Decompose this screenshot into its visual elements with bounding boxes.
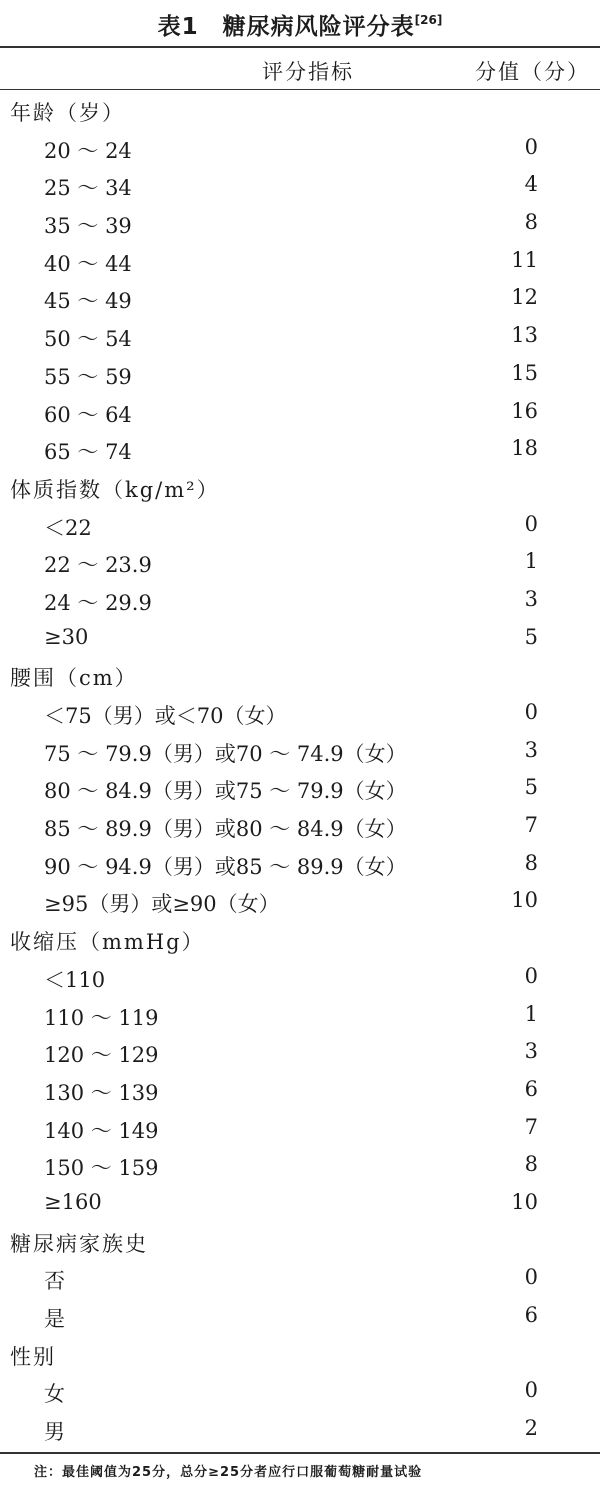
indicator-label: 45 ～ 49 bbox=[44, 289, 132, 314]
indicator-label: 24 ～ 29.9 bbox=[44, 590, 152, 615]
table-row bbox=[0, 128, 600, 166]
score-value: 0 bbox=[524, 700, 538, 724]
score-value: 6 bbox=[524, 1076, 538, 1101]
table-row bbox=[0, 1258, 600, 1296]
table-row bbox=[0, 731, 600, 769]
table-row bbox=[0, 1296, 600, 1334]
indicator-label: 50 ～ 54 bbox=[44, 327, 132, 352]
table-note: 注：最佳阈值为25分，总分≥25分者应行口服葡萄糖耐量试验 bbox=[34, 1465, 423, 1480]
table-row bbox=[0, 1108, 600, 1146]
indicator-label: 65 ～ 74 bbox=[44, 440, 132, 465]
table-row bbox=[0, 957, 600, 995]
table-body bbox=[0, 90, 600, 1447]
score-value: 3 bbox=[524, 737, 538, 762]
table-row bbox=[0, 542, 600, 580]
indicator-label: 150 ～ 159 bbox=[44, 1156, 159, 1181]
score-value: 2 bbox=[524, 1416, 538, 1441]
table-row bbox=[0, 1183, 600, 1221]
category-label: 糖尿病家族史 bbox=[10, 1231, 148, 1256]
table-row bbox=[0, 881, 600, 919]
indicator-label: 55 ～ 59 bbox=[44, 364, 132, 389]
table-row bbox=[0, 1409, 600, 1447]
category-label: 性别 bbox=[10, 1344, 56, 1369]
score-value: 5 bbox=[524, 624, 538, 649]
score-value: 10 bbox=[511, 1189, 538, 1214]
table-row bbox=[0, 693, 600, 731]
score-value: 6 bbox=[524, 1303, 538, 1327]
table-title-text: 表1 糖尿病风险评分表 bbox=[157, 14, 415, 40]
category-row bbox=[0, 655, 600, 693]
header-indicator: 评分指标 bbox=[262, 60, 354, 84]
score-value: 0 bbox=[524, 963, 538, 988]
indicator-label: 60 ～ 64 bbox=[44, 402, 132, 427]
table-row bbox=[0, 1145, 600, 1183]
score-value: 3 bbox=[524, 1039, 538, 1064]
category-row bbox=[0, 1334, 600, 1372]
table-row bbox=[0, 165, 600, 203]
table-row bbox=[0, 241, 600, 279]
category-label: 腰围（cm） bbox=[10, 666, 138, 691]
score-value: 12 bbox=[511, 285, 538, 310]
score-value: 11 bbox=[511, 247, 538, 272]
table-title bbox=[0, 8, 600, 42]
score-value: 8 bbox=[524, 1152, 538, 1177]
indicator-label: ≥95（男）或≥90（女） bbox=[44, 892, 280, 917]
indicator-label: ＜22 bbox=[44, 515, 92, 540]
table-row bbox=[0, 768, 600, 806]
table-row bbox=[0, 392, 600, 430]
score-value: 1 bbox=[524, 549, 538, 574]
table-row bbox=[0, 618, 600, 656]
category-label: 收缩压（mmHg） bbox=[10, 930, 205, 955]
score-value: 0 bbox=[524, 1378, 538, 1403]
table-row bbox=[0, 806, 600, 844]
indicator-label: 120 ～ 129 bbox=[44, 1043, 159, 1068]
indicator-label: 110 ～ 119 bbox=[44, 1005, 159, 1030]
table-row bbox=[0, 1070, 600, 1108]
indicator-label: 是 bbox=[44, 1307, 65, 1331]
indicator-label: ≥30 bbox=[44, 624, 89, 649]
score-value: 5 bbox=[524, 775, 538, 800]
score-value: 0 bbox=[524, 511, 538, 536]
table-row bbox=[0, 429, 600, 467]
indicator-label: 否 bbox=[44, 1269, 65, 1294]
indicator-label: 40 ～ 44 bbox=[44, 251, 132, 276]
score-value: 18 bbox=[511, 436, 538, 461]
score-value: 0 bbox=[524, 134, 538, 159]
category-row bbox=[0, 90, 600, 128]
indicator-label: 女 bbox=[44, 1382, 65, 1407]
indicator-label: ＜75（男）或＜70（女） bbox=[44, 704, 287, 728]
category-label: 体质指数（kg/m²） bbox=[10, 477, 220, 502]
score-value: 4 bbox=[524, 172, 538, 197]
indicator-label: 男 bbox=[44, 1420, 65, 1445]
indicator-label: 25 ～ 34 bbox=[44, 176, 132, 201]
score-value: 0 bbox=[524, 1265, 538, 1290]
score-value: 10 bbox=[511, 888, 538, 913]
indicator-label: 80 ～ 84.9（男）或75 ～ 79.9（女） bbox=[44, 779, 407, 804]
category-row bbox=[0, 467, 600, 505]
table-header bbox=[0, 52, 600, 88]
indicator-label: 20 ～ 24 bbox=[44, 138, 132, 163]
table-row bbox=[0, 844, 600, 882]
indicator-label: ≥160 bbox=[44, 1189, 102, 1214]
score-value: 1 bbox=[524, 1001, 538, 1026]
score-value: 15 bbox=[511, 360, 538, 385]
indicator-label: ＜110 bbox=[44, 967, 106, 992]
table-row bbox=[0, 316, 600, 354]
indicator-label: 140 ～ 149 bbox=[44, 1118, 159, 1143]
score-value: 7 bbox=[524, 813, 538, 838]
category-label: 年龄（岁） bbox=[10, 101, 125, 125]
indicator-label: 35 ～ 39 bbox=[44, 214, 132, 239]
table-row bbox=[0, 203, 600, 241]
table-row bbox=[0, 580, 600, 618]
table-row bbox=[0, 1371, 600, 1409]
score-value: 13 bbox=[511, 323, 538, 348]
indicator-label: 75 ～ 79.9（男）或70 ～ 74.9（女） bbox=[44, 741, 407, 766]
reference-mark: [26] bbox=[414, 13, 443, 27]
score-value: 16 bbox=[511, 398, 538, 423]
indicator-label: 130 ～ 139 bbox=[44, 1080, 159, 1105]
table-row bbox=[0, 278, 600, 316]
indicator-label: 85 ～ 89.9（男）或80 ～ 84.9（女） bbox=[44, 817, 407, 842]
score-value: 8 bbox=[524, 850, 538, 875]
table-row bbox=[0, 1032, 600, 1070]
score-value: 7 bbox=[524, 1114, 538, 1139]
top-rule bbox=[0, 46, 600, 48]
indicator-label: 90 ～ 94.9（男）或85 ～ 89.9（女） bbox=[44, 854, 407, 879]
bottom-rule bbox=[0, 1452, 600, 1454]
table-row bbox=[0, 505, 600, 543]
score-value: 3 bbox=[524, 586, 538, 611]
category-row bbox=[0, 1221, 600, 1259]
indicator-label: 22 ～ 23.9 bbox=[44, 553, 152, 578]
header-score: 分值（分） bbox=[475, 60, 590, 84]
score-value: 8 bbox=[524, 210, 538, 235]
table-row bbox=[0, 995, 600, 1033]
table-row bbox=[0, 354, 600, 392]
category-row bbox=[0, 919, 600, 957]
